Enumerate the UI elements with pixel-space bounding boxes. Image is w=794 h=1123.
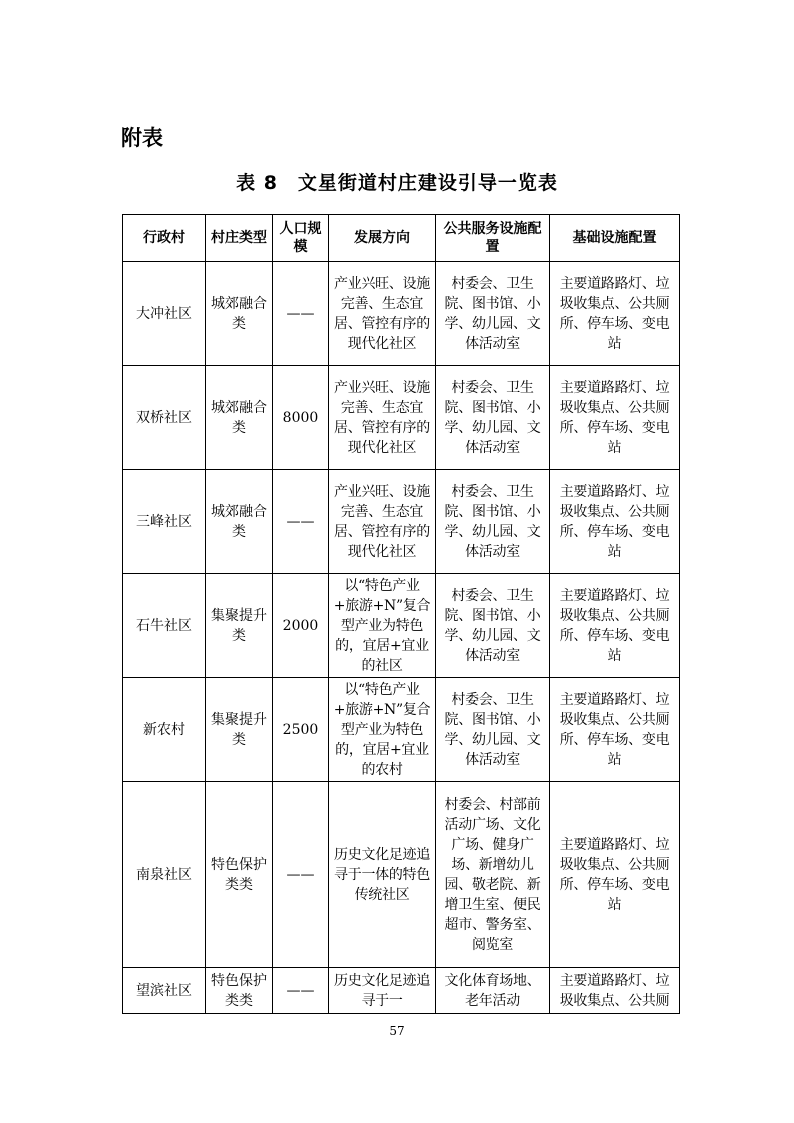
village-name: 双桥社区 — [123, 366, 206, 470]
infrastructure: 主要道路路灯、垃圾收集点、公共厕所、停车场、变电站 — [550, 470, 680, 574]
infrastructure: 主要道路路灯、垃圾收集点、公共厕 — [550, 968, 680, 1014]
infrastructure: 主要道路路灯、垃圾收集点、公共厕所、停车场、变电站 — [550, 782, 680, 968]
population: —— — [273, 782, 329, 968]
table-row — [123, 262, 680, 366]
infrastructure: 主要道路路灯、垃圾收集点、公共厕所、停车场、变电站 — [550, 678, 680, 782]
population: 2000 — [273, 574, 329, 678]
public-services: 文化体育场地、老年活动 — [436, 968, 550, 1014]
header-population: 人口规模 — [273, 215, 329, 262]
population: 8000 — [273, 366, 329, 470]
village-type: 城郊融合类 — [206, 262, 273, 366]
infrastructure: 主要道路路灯、垃圾收集点、公共厕所、停车场、变电站 — [550, 262, 680, 366]
table-header-row — [123, 215, 680, 262]
table-row — [123, 782, 680, 968]
village-type: 城郊融合类 — [206, 366, 273, 470]
header-village: 行政村 — [123, 215, 206, 262]
appendix-heading: 附表 — [121, 126, 163, 150]
development-direction: 产业兴旺、设施完善、生态宜居、管控有序的现代化社区 — [329, 470, 436, 574]
village-type: 集聚提升类 — [206, 678, 273, 782]
header-direction: 发展方向 — [329, 215, 436, 262]
infrastructure: 主要道路路灯、垃圾收集点、公共厕所、停车场、变电站 — [550, 574, 680, 678]
public-services: 村委会、卫生院、图书馆、小学、幼儿园、文体活动室 — [436, 574, 550, 678]
village-name: 新农村 — [123, 678, 206, 782]
table-row — [123, 366, 680, 470]
population: 2500 — [273, 678, 329, 782]
development-direction: 以“特色产业+旅游+N”复合型产业为特色的，宜居+宜业的社区 — [329, 574, 436, 678]
header-type: 村庄类型 — [206, 215, 273, 262]
village-name: 望滨社区 — [123, 968, 206, 1014]
public-services: 村委会、村部前活动广场、文化广场、健身广场、新增幼儿园、敬老院、新增卫生室、便民超市、警务室、阅览室 — [436, 782, 550, 968]
public-services: 村委会、卫生院、图书馆、小学、幼儿园、文体活动室 — [436, 678, 550, 782]
development-direction: 历史文化足迹追寻于一体的特色传统社区 — [329, 782, 436, 968]
development-direction: 历史文化足迹追寻于一 — [329, 968, 436, 1014]
village-name: 大冲社区 — [123, 262, 206, 366]
village-type: 城郊融合类 — [206, 470, 273, 574]
infrastructure: 主要道路路灯、垃圾收集点、公共厕所、停车场、变电站 — [550, 366, 680, 470]
table-row — [123, 574, 680, 678]
table-row — [123, 678, 680, 782]
village-type: 特色保护类类 — [206, 782, 273, 968]
table-row — [123, 968, 680, 1014]
village-name: 南泉社区 — [123, 782, 206, 968]
public-services: 村委会、卫生院、图书馆、小学、幼儿园、文体活动室 — [436, 262, 550, 366]
development-direction: 以“特色产业+旅游+N”复合型产业为特色的，宜居+宜业的农村 — [329, 678, 436, 782]
village-construction-table — [122, 214, 680, 1014]
page-number: 57 — [389, 1024, 405, 1038]
village-type: 集聚提升类 — [206, 574, 273, 678]
village-type: 特色保护类类 — [206, 968, 273, 1014]
table-row — [123, 470, 680, 574]
village-name: 石牛社区 — [123, 574, 206, 678]
population: —— — [273, 968, 329, 1014]
population: —— — [273, 470, 329, 574]
header-infrastructure: 基础设施配置 — [550, 215, 680, 262]
population: —— — [273, 262, 329, 366]
development-direction: 产业兴旺、设施完善、生态宜居、管控有序的现代化社区 — [329, 366, 436, 470]
village-name: 三峰社区 — [123, 470, 206, 574]
public-services: 村委会、卫生院、图书馆、小学、幼儿园、文体活动室 — [436, 470, 550, 574]
table-title: 表 8 文星街道村庄建设引导一览表 — [236, 172, 558, 194]
header-public-services: 公共服务设施配置 — [436, 215, 550, 262]
public-services: 村委会、卫生院、图书馆、小学、幼儿园、文体活动室 — [436, 366, 550, 470]
development-direction: 产业兴旺、设施完善、生态宜居、管控有序的现代化社区 — [329, 262, 436, 366]
